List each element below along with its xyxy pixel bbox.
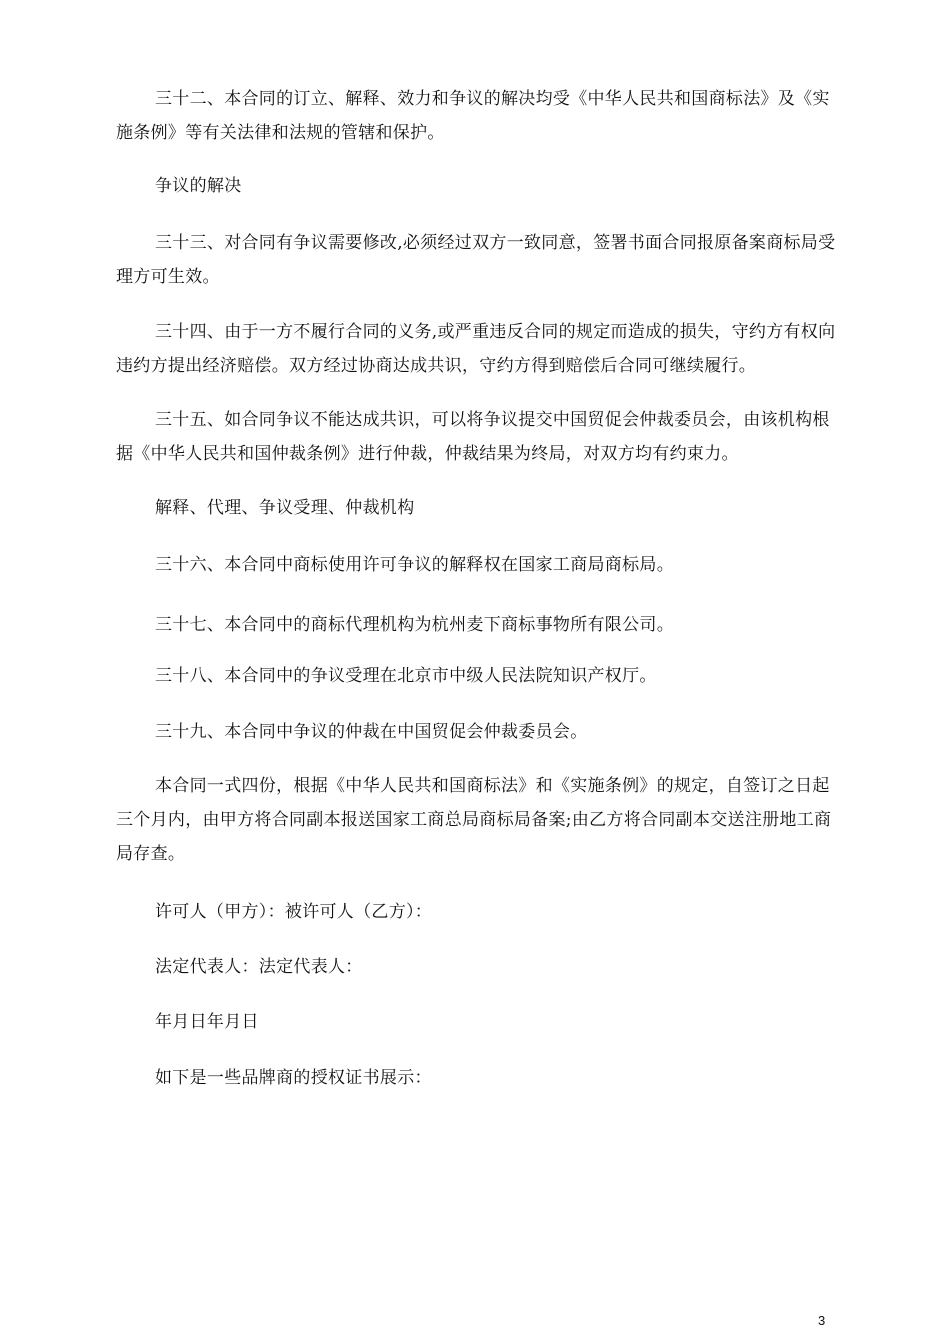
clause-33: 三十三、对合同有争议需要修改,必须经过双方一致同意，签署书面合同报原备案商标局受理方可生效。 [116,233,836,287]
clause-34: 三十四、由于一方不履行合同的义务,或严重违反合同的规定而造成的损失，守约方有权向违约方提出经济赔偿。双方经过协商达成共识，守约方得到赔偿后合同可继续履行。 [116,322,836,376]
section-heading-dispute-resolution: 争议的解决 [155,176,242,196]
clause-39: 三十九、本合同中争议的仲裁在中国贸促会仲裁委员会。 [155,722,588,742]
clause-32: 三十二、本合同的订立、解释、效力和争议的解决均受《中华人民共和国商标法》及《实施条例》等有关法律和法规的管辖和保护。 [116,89,830,143]
clause-37: 三十七、本合同中的商标代理机构为杭州麦下商标事物所有限公司。 [155,615,674,635]
closing-paragraph: 本合同一式四份，根据《中华人民共和国商标法》和《实施条例》的规定，自签订之日起三个月内，由甲方将合同副本报送国家工商总局商标局备案;由乙方将合同副本交送注册地工商局存查。 [116,776,832,864]
page-number: 3 [818,1313,826,1328]
signature-parties: 许可人（甲方）：被许可人（乙方）： [155,902,433,922]
clause-35: 三十五、如合同争议不能达成共识，可以将争议提交中国贸促会仲裁委员会，由该机构根据《中华人民共和国仲裁条例》进行仲裁，仲裁结果为终局，对双方均有约束力。 [116,410,830,464]
certificate-intro: 如下是一些品牌商的授权证书展示： [155,1068,432,1088]
signature-representatives: 法定代表人：法定代表人： [155,957,363,977]
clause-38: 三十八、本合同中的争议受理在北京市中级人民法院知识产权厅。 [155,666,657,686]
signature-dates: 年月日年月日 [155,1012,259,1032]
clause-36: 三十六、本合同中商标使用许可争议的解释权在国家工商局商标局。 [155,555,674,575]
section-heading-interpretation: 解释、代理、争议受理、仲裁机构 [155,498,415,518]
